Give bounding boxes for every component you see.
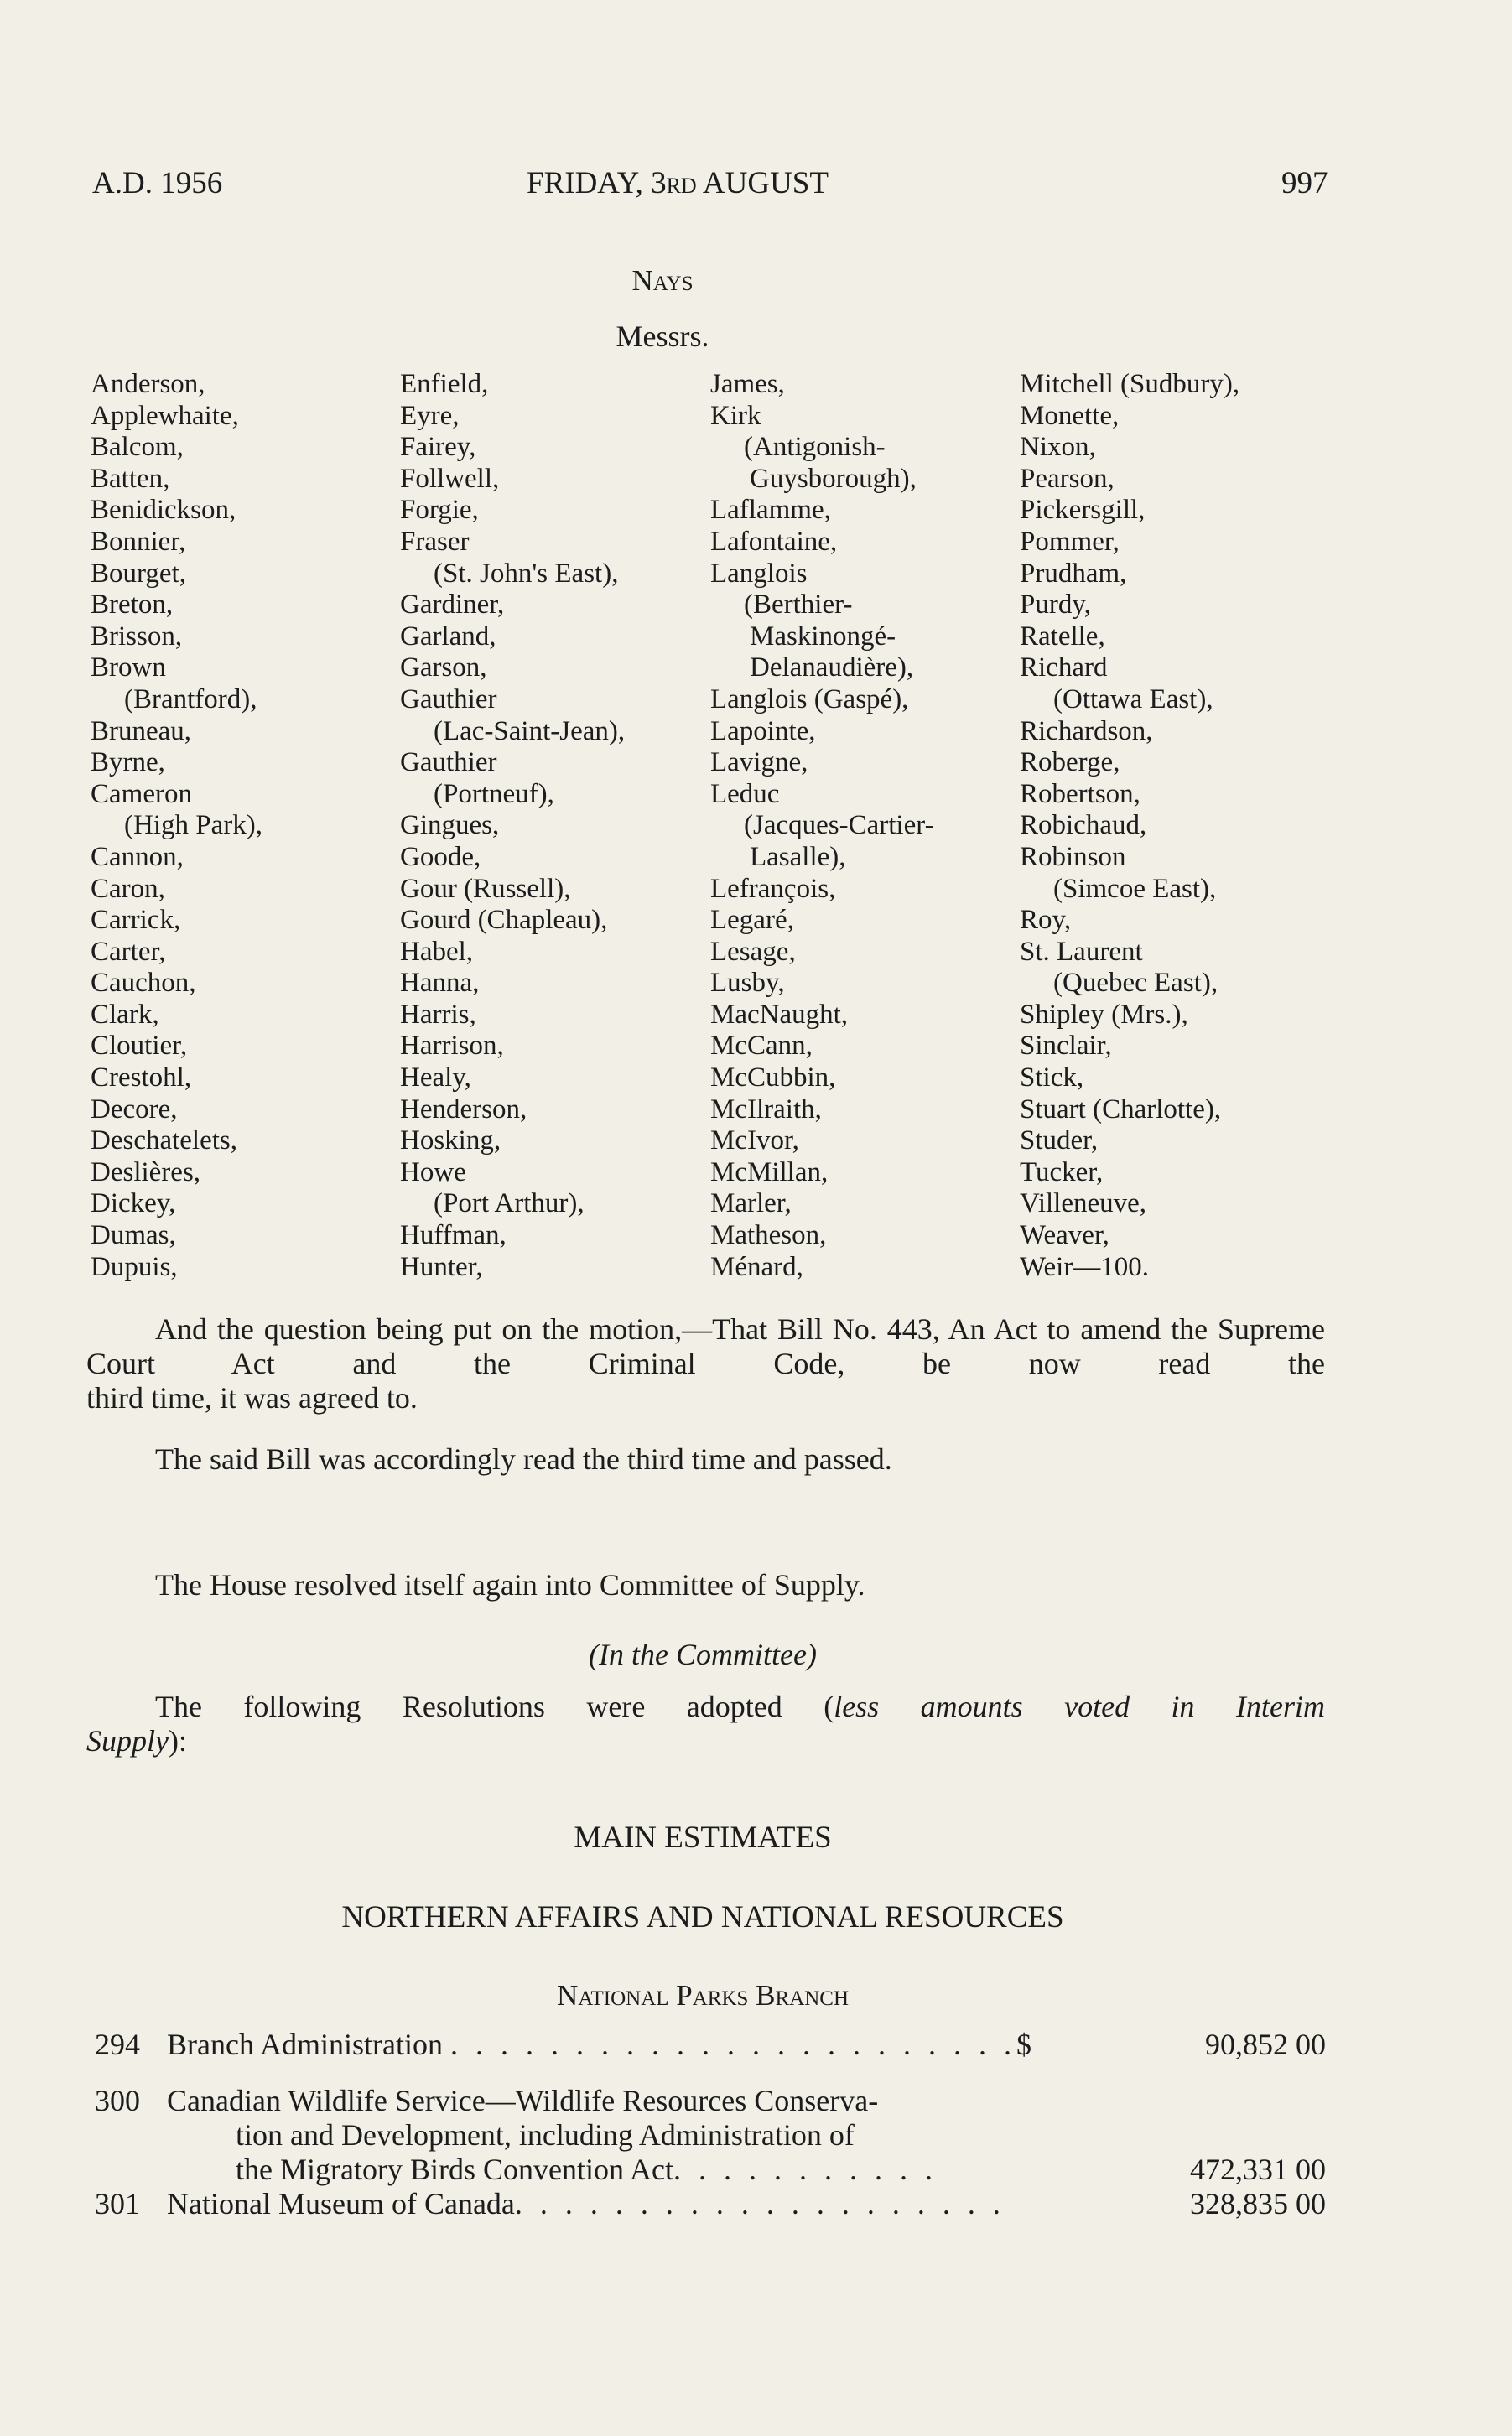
member-name: Bruneau,	[91, 715, 192, 746]
member-name: Crestohl,	[91, 1062, 192, 1093]
member-name: (Portneuf),	[434, 778, 554, 809]
member-name: Gauthier	[400, 683, 497, 714]
member-name: Follwell,	[400, 463, 500, 494]
member-name: Prudham,	[1020, 558, 1127, 589]
member-name: (Jacques-Cartier-	[744, 810, 934, 841]
member-name: (Quebec East),	[1053, 968, 1218, 999]
member-name: (Antigonish-	[744, 432, 886, 463]
member-name: (Simcoe East),	[1053, 873, 1217, 904]
member-name: Carrick,	[91, 905, 181, 936]
estimate-amount: 328,835 00	[1190, 2187, 1326, 2220]
bill-passed-paragraph: The said Bill was accordingly read the third time and passed.	[155, 1442, 892, 1476]
member-name: Lavigne,	[710, 747, 808, 778]
branch-heading: National Parks Branch	[556, 1979, 850, 2012]
member-name: Fairey,	[400, 432, 476, 463]
member-name: Matheson,	[710, 1220, 827, 1251]
member-name: Brisson,	[91, 621, 183, 652]
estimate-text-line-2: tion and Development, including Administration of	[236, 2118, 855, 2152]
member-name: Shipley (Mrs.),	[1020, 999, 1188, 1030]
member-name: James,	[710, 369, 785, 399]
member-name: Fraser	[400, 526, 470, 557]
member-name: Anderson,	[91, 369, 205, 399]
member-name: Healy,	[400, 1062, 471, 1093]
member-name: Legaré,	[710, 905, 794, 936]
member-name: Goode,	[400, 841, 481, 872]
member-name: Marler,	[710, 1188, 792, 1219]
estimate-leader-dots: . . . . . . . . . . .	[673, 2153, 938, 2186]
member-name: Langlois	[710, 558, 808, 589]
member-name: Hosking,	[400, 1125, 501, 1156]
member-name: (High Park),	[124, 810, 262, 841]
estimate-text: Branch Administration	[167, 2028, 443, 2061]
member-name: Pickersgill,	[1020, 495, 1146, 526]
member-name: Laflamme,	[710, 495, 831, 526]
member-name: (Lac-Saint-Jean),	[434, 715, 626, 746]
member-name: Gingues,	[400, 810, 500, 841]
member-name: (Brantford),	[124, 683, 257, 714]
member-name: MacNaught,	[710, 999, 849, 1030]
house-resolved-paragraph: The House resolved itself again into Committee of Supply.	[155, 1568, 865, 1602]
department-heading: NORTHERN AFFAIRS AND NATIONAL RESOURCES	[341, 1900, 1064, 1935]
resolutions-paragraph-end: Supply):	[86, 1724, 187, 1758]
member-name: McIvor,	[710, 1125, 799, 1156]
member-name: Caron,	[91, 873, 165, 904]
member-name: Pommer,	[1020, 526, 1120, 557]
messrs-label: Messrs.	[616, 319, 709, 353]
member-name: Langlois (Gaspé),	[710, 683, 909, 714]
names-column-4	[1020, 369, 1239, 1283]
member-name: Enfield,	[400, 369, 489, 399]
member-name: McIlraith,	[710, 1093, 822, 1125]
header-date: FRIDAY, 3rd AUGUST	[527, 166, 829, 200]
member-name: Kirk	[710, 400, 761, 431]
member-name: Dickey,	[91, 1188, 176, 1219]
member-name: Delanaudière),	[750, 652, 914, 683]
member-name: Lesage,	[710, 936, 796, 967]
member-name: Robinson	[1020, 841, 1126, 872]
member-name: Habel,	[400, 936, 474, 967]
member-name: Deslières,	[91, 1156, 201, 1187]
estimate-leader-dots: . . . . . . . . . . . . . . . . . . . .	[514, 2187, 1005, 2220]
member-name: Huffman,	[400, 1220, 507, 1251]
member-name: Cauchon,	[91, 968, 196, 999]
member-name: Bourget,	[91, 558, 186, 589]
member-name: Tucker,	[1020, 1156, 1104, 1187]
member-name: Garson,	[400, 652, 487, 683]
member-name: Lasalle),	[750, 841, 846, 872]
member-name: McMillan,	[710, 1156, 829, 1187]
member-name: Applewhaite,	[91, 400, 239, 431]
estimate-leader-dots: . . . . . . . . . . . . . . . . . . . . . . .$	[449, 2028, 1037, 2061]
member-name: Studer,	[1020, 1125, 1099, 1156]
member-name: Sinclair,	[1020, 1031, 1112, 1062]
estimate-text: National Museum of Canada	[167, 2187, 515, 2220]
member-name: Hanna,	[400, 968, 480, 999]
member-name: Nixon,	[1020, 432, 1096, 463]
member-name: Mitchell (Sudbury),	[1020, 369, 1240, 399]
member-name: Hunter,	[400, 1251, 483, 1282]
estimate-number: 301	[95, 2187, 140, 2220]
member-name: Howe	[400, 1156, 466, 1187]
estimate-number: 300	[95, 2084, 140, 2117]
member-name: (Port Arthur),	[434, 1188, 585, 1219]
member-name: Stick,	[1020, 1062, 1084, 1093]
member-name: Roy,	[1020, 905, 1072, 936]
member-name: Ratelle,	[1020, 621, 1105, 652]
names-column-3	[710, 369, 934, 1283]
header-day: 3rd	[651, 166, 697, 200]
member-name: Gourd (Chapleau),	[400, 905, 608, 936]
member-name: Gauthier	[400, 747, 497, 778]
member-name: Garland,	[400, 621, 496, 652]
member-name: Robichaud,	[1020, 810, 1147, 841]
in-committee-note: (In the Committee)	[589, 1638, 817, 1671]
member-name: Richard	[1020, 652, 1108, 683]
member-name: Cloutier,	[91, 1031, 188, 1062]
member-name: Cameron	[91, 778, 192, 809]
member-name: Deschatelets,	[91, 1125, 238, 1156]
member-name: Carter,	[91, 936, 166, 967]
member-name: Eyre,	[400, 400, 460, 431]
member-name: McCann,	[710, 1031, 813, 1062]
member-name: Bonnier,	[91, 526, 186, 557]
member-name: St. Laurent	[1020, 936, 1143, 967]
member-name: Lapointe,	[710, 715, 816, 746]
names-column-1	[91, 369, 262, 1283]
member-name: Leduc	[710, 778, 780, 809]
member-name: Monette,	[1020, 400, 1120, 431]
member-name: Gardiner,	[400, 590, 505, 621]
member-name: (St. John's East),	[434, 558, 619, 589]
page-number: 997	[1281, 166, 1328, 200]
member-name: Gour (Russell),	[400, 873, 571, 904]
member-name: Byrne,	[91, 747, 165, 778]
main-estimates-heading: MAIN ESTIMATES	[574, 1821, 832, 1855]
member-name: Pearson,	[1020, 463, 1115, 494]
member-name: Benidickson,	[91, 495, 236, 526]
estimate-amount: 472,331 00	[1190, 2153, 1326, 2186]
member-name: Balcom,	[91, 432, 184, 463]
question-paragraph-end: third time, it was agreed to.	[86, 1381, 418, 1415]
header-year: A.D. 1956	[92, 166, 223, 200]
estimate-text-line-1: Canadian Wildlife Service—Wildlife Resources Conserva-	[167, 2084, 879, 2117]
member-name: Roberge,	[1020, 747, 1120, 778]
member-name: Lafontaine,	[710, 526, 838, 557]
member-name: Cannon,	[91, 841, 184, 872]
member-name: Henderson,	[400, 1093, 527, 1125]
member-name: Lefrançois,	[710, 873, 836, 904]
member-name: Robertson,	[1020, 778, 1140, 809]
member-name: Richardson,	[1020, 715, 1153, 746]
estimate-number: 294	[95, 2028, 140, 2061]
member-name: Weir—100.	[1020, 1251, 1150, 1282]
estimate-amount: 90,852 00	[1205, 2028, 1326, 2061]
resolutions-paragraph: The following Resolutions were adopted (less amounts voted in Interim	[155, 1690, 1325, 1723]
member-name: Harrison,	[400, 1031, 504, 1062]
member-name: (Ottawa East),	[1053, 683, 1213, 714]
member-name: Stuart (Charlotte),	[1020, 1093, 1222, 1125]
member-name: Guysborough),	[750, 463, 917, 494]
member-name: Brown	[91, 652, 166, 683]
nays-heading: Nays	[631, 264, 694, 297]
member-name: Batten,	[91, 463, 170, 494]
estimate-text-line-3: the Migratory Birds Convention Act	[236, 2153, 673, 2186]
names-column-2	[400, 369, 625, 1283]
member-name: Forgie,	[400, 495, 479, 526]
member-name: (Berthier-	[744, 590, 853, 621]
member-name: Harris,	[400, 999, 476, 1030]
member-name: Dumas,	[91, 1220, 176, 1251]
member-name: Decore,	[91, 1093, 178, 1125]
member-name: Villeneuve,	[1020, 1188, 1147, 1219]
member-name: Maskinongé-	[750, 621, 896, 652]
member-name: Purdy,	[1020, 590, 1091, 621]
member-name: Clark,	[91, 999, 159, 1030]
member-name: Ménard,	[710, 1251, 803, 1282]
member-name: Weaver,	[1020, 1220, 1109, 1251]
question-paragraph: And the question being put on the motion,—That Bill No. 443, An Act to amend the Supreme Court Act and the Criminal Code, be now read the	[86, 1312, 1325, 1380]
member-name: Dupuis,	[91, 1251, 178, 1282]
member-name: McCubbin,	[710, 1062, 836, 1093]
member-name: Lusby,	[710, 968, 785, 999]
member-name: Breton,	[91, 590, 174, 621]
